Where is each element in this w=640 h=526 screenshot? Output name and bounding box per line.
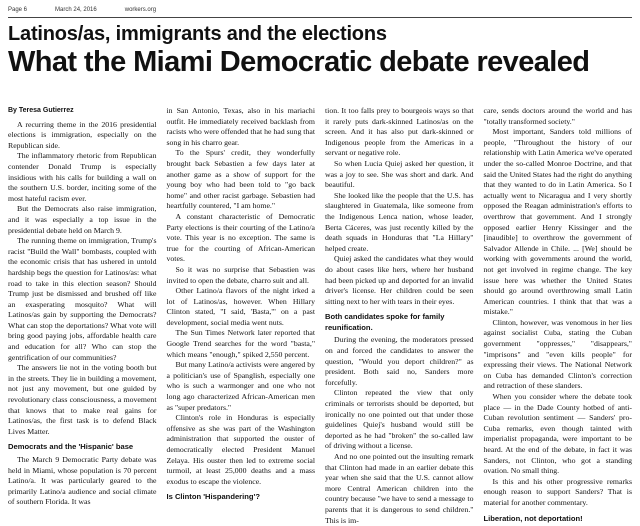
- site-name: workers.org: [124, 7, 157, 13]
- paragraph: Is this and his other progressive remarks enough reason to support Sanders? That is material for another commentary.: [483, 476, 632, 507]
- paragraph: in San Antonio, Texas, also in his mariachi outfit. He immediately received backlash from racists who were offended that he had sung that song in his charro gear.: [166, 106, 315, 147]
- paragraph: A recurring theme in the 2016 presidential elections is immigration, especially on the Republican side.: [8, 119, 157, 150]
- paragraph: She looked like the people that the U.S. has slaughtered in Guatemala, like someone from the Indigenous Lenca nation, whose leader, Berta Cáceres, was just recently killed by the death squads in Honduras that "La Hillary" helped create.: [325, 190, 474, 253]
- paragraph: The March 9 Democratic Party debate was held in Miami, whose population is 70 percent Latino/a. It was particularly geared to the primarily Latino/a audience and social climate of southern Florida. It was: [8, 455, 157, 507]
- paragraph: The answers lie not in the voting booth but in the streets. They lie in building a movement, not just any movement, but one guided by revolutionary class consciousness, a movement that knows that to make real gains for Latinos/as, the first task is to defend Black Lives Matter.: [8, 363, 157, 436]
- paragraph: Most important, Sanders told millions of people, "Throughout the history of our relationship with Latin America we've operated under the so-called Monroe Doctrine, and that said the United States had the right do anything that they wanted to do in Latin America. So I actually went to Nicaragua and I very shortly opposed the Reagan administration's efforts to overthrow that government. And I strongly opposed earlier Henry Kissinger and the [inaudible] to overthrow the government of Salvador Allende in Chile. ... [We] should be working with governments around the world, not get involved in regime change. The key issue here was whether the United States should go around overthrowing small Latin American countries. I think that that was a mistake.": [483, 127, 632, 317]
- paragraph: Clinton repeated the view that only criminals or terrorists should be deported, but ironically no one pointed out that under those guidelines Quiej's husband would still be deported as he had "broken" the so-called law of driving without a license.: [325, 388, 474, 451]
- paragraph: During the evening, the moderators pressed on and forced the candidates to answer the question, "Would you deport children?" as president. Both said no, Sanders more forcefully.: [325, 335, 474, 387]
- column-1: [8, 106, 157, 509]
- paragraph: But many Latino/a activists were angered by a politician's use of Spanglish, especially one who is such a warmonger and one who not long ago characterized African-American men as "super predators.": [166, 360, 315, 412]
- paragraph: The running theme on immigration, Trump's racist "Build the Wall" bombasts, coupled with the economic crisis that has ushered in untold hardship begs the question for Latinos/as: what road to take in this election season? Should Trump just be dismissed and brushed off like an exasperating mosquito? What will Latinos/as gain by supporting the Democrats? What can stop the deportations? What vote will bring good paying jobs, affordable health care and education for all? Who can stop the gentrification of our communities?: [8, 236, 157, 362]
- paragraph: Clinton's role in Honduras is especially offensive as she was part of the Washington administration that supported the ouster of democratically elected President Manuel Zelaya. His ouster then led to extreme social turmoil, at least 25,000 deaths and a mass exodus to escape the violence.: [166, 413, 315, 486]
- paragraph: Other Latino/a flavors of the night irked a lot of Latinos/as, however. When Hillary Clinton stated, "I said, 'Basta,'" on a past development, social media went nuts.: [166, 286, 315, 327]
- column-4: [483, 106, 633, 523]
- article-body: [8, 106, 632, 525]
- paragraph: So when Lucia Quiej asked her question, it was a joy to see. She was short and dark. And beautiful.: [325, 158, 474, 190]
- header-rule: [8, 17, 632, 18]
- column-3: [325, 106, 474, 525]
- paragraph: Clinton, however, was venomous in her lies against socialist Cuba, stating the Cuban government "oppresses," "disappears," "imprisons" and "even kills people" for expressing their views. The National Network on Cuba has demanded Clinton's correction and retraction of these slanders.: [483, 317, 632, 391]
- section-subhead: Democrats and the 'Hispanic' base: [8, 442, 134, 452]
- section-subhead: Is Clinton 'Hispandering'?: [166, 492, 260, 502]
- paragraph: When you consider where the debate took place — in the Dade County hotbed of anti-Cuban revolution sentiment — Sanders' pro-Cuba remarks, even though tainted with imperialist propaganda, were important to be heard. At the end of the debate, in fact it was Sanders, not Clinton, who got a standing ovation. No small thing.: [483, 392, 632, 476]
- byline: By Teresa Gutierrez: [8, 107, 74, 114]
- paragraph: Quiej asked the candidates what they would do about cases like hers, where her husband had been picked up and deported for an invalid driver's license. Her children could be seen sitting next to her with tears in their eyes.: [325, 254, 474, 306]
- kicker: Latinos/as, immigrants and the elections: [8, 23, 387, 45]
- page-title: What the Miami Democratic debate revealed: [8, 46, 590, 78]
- paragraph: The Sun Times Network later reported that Google Trend searches for the word "basta," which means "enough," spiked 2,550 percent.: [166, 328, 315, 359]
- paragraph: care, sends doctors around the world and has "totally transformed society.": [483, 106, 632, 126]
- paragraph: tion. It too falls prey to bourgeois ways so that it rarely puts dark-skinned Latinos/as on the screen. And it has also put dark-skinned or Indigenous people from the Americas in a servant or negative role.: [325, 106, 474, 158]
- paragraph: A constant characteristic of Democratic Party elections is their courting of the Latino/a vote. This year is no exception. The same is true for the courting of African-American votes.: [166, 211, 315, 264]
- paragraph: To the Spurs' credit, they wonderfully brought back Sebastien a few days later at another game as a show of support for the young boy who had been told to "go back home" and other racist garbage. Sebastien had heartfully countered, "I am home.": [166, 148, 315, 211]
- paragraph: And no one pointed out the insulting remark that Clinton had made in an earlier debate this year when she said that the U.S. cannot allow more Central American children into the country because "we have to send a message to parents that it is dangerous to send children." This is im-: [325, 452, 474, 525]
- page-number: Page 6: [8, 7, 28, 13]
- section-subhead: Both candidates spoke for family reunification.: [325, 312, 445, 332]
- issue-date: March 24, 2016: [55, 7, 97, 13]
- section-subhead: Liberation, not deportation!: [483, 513, 583, 523]
- column-2: [167, 106, 316, 509]
- paragraph: But the Democrats also raise immigration, and it was especially a top issue in the presidential debate held on March 9.: [8, 204, 157, 235]
- paragraph: So it was no surprise that Sebastien was invited to open the debate, charro suit and all.: [166, 264, 315, 285]
- paragraph: The inflammatory rhetoric from Republican contender Donald Trump is especially insidious with his calls for building a wall on the southern U.S. border, inciting some of the most hateful racism ever.: [8, 151, 157, 203]
- page-header: [8, 6, 632, 14]
